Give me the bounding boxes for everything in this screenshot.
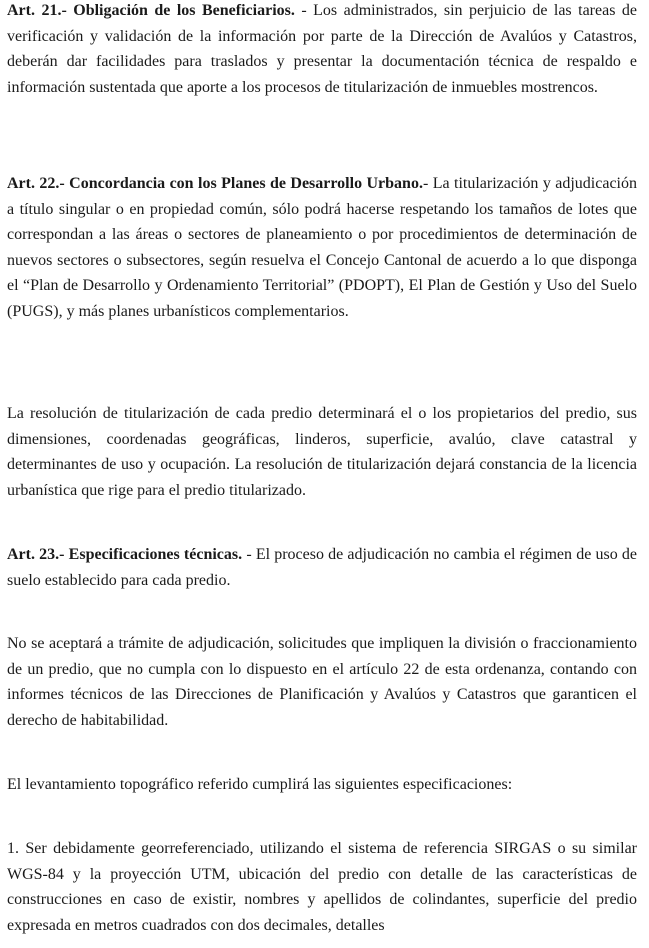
titularization-resolution-text: La resolución de titularización de cada predio determinará el o los propietarios del predio, sus dimensiones, coordenadas geográficas, linderos, superficie, avalúo, clave catastral y determinantes de uso y ocupación. La resolución de titularización dejará constancia de la licencia urbanística que rige para el predio titularizado. (7, 405, 637, 499)
article-22-body: - La titularización y adjudicación a título singular o en propiedad común, sólo podrá hacerse respetando los tamaños de lotes que correspondan a las áreas o sectores de planeamiento o por procedimientos de determinación de nuevos sectores o subsectores, según resuelva el Concejo Cantonal de acuerdo a lo que disponga el “Plan de Desarrollo y Ordenamiento Territorial” (PDOPT), El Plan de Gestión y Uso del Suelo (PUGS), y más planes urbanísticos complementarios. (7, 175, 637, 320)
specification-item-1-text: 1. Ser debidamente georreferenciado, utilizando el sistema de referencia SIRGAS o su similar WGS-84 y la proyección UTM, ubicación del predio con detalle de las características de construcciones en caso de existir, nombres y apellidos de colindantes, superficie del predio expresada en metros cuadrados con dos decimales, detalles (7, 840, 637, 934)
article-23-heading: Art. 23.- Especificaciones técnicas. (7, 546, 243, 563)
article-21-heading: Art. 21.- Obligación de los Beneficiarios. (7, 2, 295, 19)
specification-item-1 (7, 836, 637, 938)
article-22-heading: Art. 22.- Concordancia con los Planes de Desarrollo Urbano. (7, 175, 423, 192)
adjudication-restriction-text: No se aceptará a trámite de adjudicación, solicitudes que impliquen la división o fraccionamiento de un predio, que no cumpla con lo dispuesto en el artículo 22 de esta ordenanza, contando con informes técnicos de las Direcciones de Planificación y Avalúos y Catastros que garanticen el derecho de habitabilidad. (7, 635, 637, 729)
article-21-paragraph (7, 0, 637, 100)
adjudication-restriction-paragraph (7, 631, 637, 733)
survey-intro-paragraph (7, 772, 637, 798)
titularization-resolution-paragraph (7, 401, 637, 503)
survey-intro-text: El levantamiento topográfico referido cumplirá las siguientes especificaciones: (7, 776, 513, 793)
article-23-body: - El proceso de adjudicación no cambia el régimen de uso de suelo establecido para cada predio. (7, 546, 637, 589)
article-22-paragraph (7, 171, 637, 324)
article-23-paragraph (7, 542, 637, 593)
article-21-body: - Los administrados, sin perjuicio de las tareas de verificación y validación de la información por parte de la Dirección de Avalúos y Catastros, deberán dar facilidades para traslados y presentar la documentación técnica de respaldo e información sustentada que aporte a los procesos de titularización de inmuebles mostrencos. (7, 2, 637, 96)
